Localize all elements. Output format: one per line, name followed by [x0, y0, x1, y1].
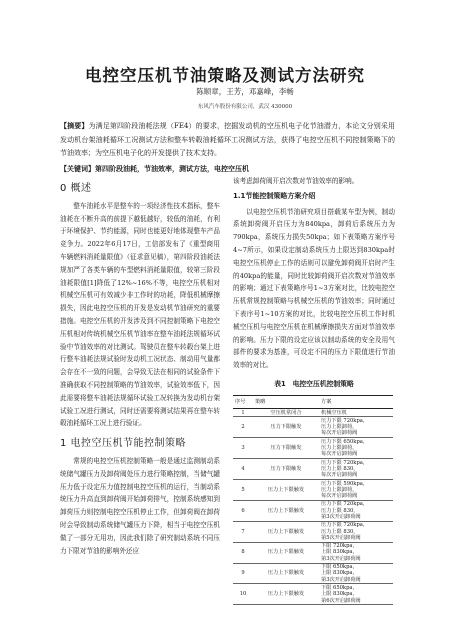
table-row — [233, 521, 393, 542]
table-row — [233, 417, 393, 438]
plan-line: 下限 650kpa， — [321, 564, 358, 571]
table-cell-no: 9 — [233, 563, 253, 584]
table-cell-plan — [319, 542, 393, 563]
table-cell-strategy: 压力下限触发 — [253, 417, 319, 438]
plan-line: 第3次开启卸荷阀 — [321, 514, 361, 520]
plan-line: 每次开启卸荷阀 — [321, 472, 358, 479]
abstract-text: 为满足第四阶段油耗法规（FE4）的要求，挖掘发动机的空压机电子化节油潜力，本论文分别采用发动机台架油耗循环工况测试方法和整车转毂油耗循环工况测试方法，获得了电控空压机不同控制策略下的节油效率；为空压机电子化的开发提供了技术支持。 — [60, 122, 396, 158]
plan-line: 上限 830kpa， — [321, 549, 358, 556]
plan-line: 压力上限 830， — [321, 465, 359, 472]
continued-paragraph: 该考虑卸荷阀开启次数对节油效率的影响。 — [233, 177, 359, 185]
table-cell-plan — [319, 584, 393, 605]
affiliation: 东风汽车股份有限公司，武汉 430000 — [197, 104, 293, 110]
table-cell-no: 2 — [233, 417, 253, 438]
table-cell-plan — [319, 500, 393, 521]
plan-line: 下限 720kpa， — [321, 543, 358, 550]
strategy-paragraph: 常规的电控空压机控制策略一般是通过监测制动系统储气罐压力及卸荷阀处压力进行策略控制，当储气罐压力低于设定压力值控制电控空压机的运行，当制动系统压力升高直到卸荷阀开始卸荷排气，控制系统感知到卸荷压力则控制电控空压机停止工作，但卸荷阀在卸荷时会导致制动系统储气罐压力下降，相当于电控空压机做了一部分无用功，因此我们除了研究制动系统不同压力下限对节油的影响外还应 — [60, 456, 220, 555]
table-cell-no: 3 — [233, 438, 253, 459]
keywords-text: 第四阶段油耗，节油效率，测试方法，电控空压机 — [95, 164, 249, 173]
plan-line: 下限 650kpa， — [321, 584, 358, 591]
table-cell-no: 7 — [233, 521, 253, 542]
table-cell-strategy: 压力上下限触发 — [253, 542, 319, 563]
subsection-paragraph: 以电控空压机节油研究项目搭载某车型为例，制动系统卸荷阀开启压力为840kpa，卸荷后系统压力为790kpa，系统压力损失50kpa；如下表策略方案序号4~7所示，如果设定制动系统压力上限达到830kpa时电控空压机停止工作的话则可以避免卸荷阀开启时产生的40kpa的能量，同时比较卸荷阀开启次数对节油效率的影响；通过下表策略序号1~3方案对比，比较电控空压机常规控制策略与机械空压机的节油效率；同时通过下表序号1~10方案的对比，比较电控空压机工作时机械空压机与电控空压机在机械摩擦损失方面对节油效率的影响。压力下限的设定应该以制动系统的安全及用气部件的要求为基准，可设定不同的压力下限值进行节油效率的对比。 — [233, 207, 395, 370]
plan-line: 第6次开启卸荷阀 — [321, 597, 361, 604]
subsection-heading: 1.1节能控制策略方案介绍 — [233, 191, 316, 200]
abstract-label: 【摘要】 — [60, 121, 89, 130]
plan-line: 压力上限 830， — [321, 528, 359, 535]
plan-line: 压力下限 720kpa， — [321, 522, 369, 529]
table-cell-strategy: 压力上下限触发 — [253, 584, 319, 605]
table-cell-no: 6 — [233, 500, 253, 521]
plan-line: 第5次开启卸荷阀 — [321, 534, 361, 541]
table-cell-plan — [319, 563, 393, 584]
plan-line: 第3次开启卸荷阀 — [321, 576, 361, 583]
table-header-plan: 方案 — [319, 395, 393, 408]
table-cell-plan — [319, 480, 393, 501]
table-cell-strategy: 压力上下限触发 — [253, 500, 319, 521]
plan-line: 压力下限 720kpa， — [321, 459, 369, 466]
plan-line: 压力上限卸荷， — [321, 486, 358, 493]
plan-line: 压力下限 650kpa， — [321, 438, 369, 445]
table-cell-no: 10 — [233, 584, 253, 605]
plan-line: 压力下限 590kpa， — [321, 480, 369, 487]
keywords-label: 【关键词】 — [60, 164, 95, 173]
table-row — [233, 480, 393, 501]
table-row — [233, 438, 393, 459]
plan-line: 每次开启卸荷阀 — [321, 430, 358, 437]
plan-line: 每次开启卸荷阀 — [321, 451, 358, 458]
table-cell-strategy: 空压机常闭合 — [253, 409, 319, 417]
table-cell-no: 1 — [233, 409, 253, 417]
plan-line: 机械空压机 — [321, 409, 347, 416]
table-row — [233, 500, 393, 521]
table-cell-no: 8 — [233, 542, 253, 563]
section-heading-overview: 0 概述 — [60, 183, 92, 194]
plan-line: 上限 830kpa， — [321, 570, 358, 577]
table-cell-plan — [319, 521, 393, 542]
abstract — [60, 119, 395, 161]
table-header-no: 序号 — [233, 395, 253, 408]
table-cell-strategy: 压力下限触发 — [253, 459, 319, 480]
table-cell-strategy: 压力上下限触发 — [253, 563, 319, 584]
overview-paragraph: 整车油耗水平是整车的一项经济性技术指标，整车油耗在不断升高的前提下越低越好，较低的油耗，有利于环境保护、节约能源，同时也能更好地体现整车产品竞争力。2022年6月17日，工信部发布了《重型商用车辆燃料消耗量限值》（征求意见稿），第四阶段油耗法规加严了各类车辆的车型燃料消耗量限值，较第三阶段油耗限值[1]降低了12%~16%不等，电控空压机相对机械空压机可有效减少非工作时的功耗，降低机械摩擦损失，因此电控空压机的开发是发动机节油研究的重要措施。电控空压机的开发涉及到不同控制策略下电控空压机相对传统机械空压机节油率在整车油耗法规循环试验中节油效率的对比测试。驾驶员在整车转毂台架上进行整车油耗法规试验时发动机工况状态、制动用气量都会存在不一致的问题，会导致无法在相同的试验条件下准确获取不同控制策略的节油效率，试验效率低下，因此需要将整车油耗法规循环试验工况转换为发动机台架试验工况进行测试，同时还需要将测试结果再在整车转毂油耗循环工况上进行验证。 — [60, 201, 220, 428]
plan-line: 第3次开启卸荷阀 — [321, 555, 361, 562]
plan-line: 上限 830kpa， — [321, 591, 358, 598]
table-cell-plan — [319, 417, 393, 438]
table-cell-plan — [319, 438, 393, 459]
keywords — [60, 163, 395, 175]
plan-line: 压力下限 720kpa， — [321, 417, 369, 424]
table-row — [233, 563, 393, 584]
table-cell-no: 4 — [233, 459, 253, 480]
section-heading-strategy: 1 电控空压机节能控制策略 — [60, 438, 187, 450]
plan-line: 压力上限卸荷， — [321, 424, 358, 431]
table-cell-no: 5 — [233, 480, 253, 501]
plan-line: 每次开启卸荷阀 — [321, 493, 358, 500]
table-cell-plan — [319, 459, 393, 480]
plan-line: 压力上限卸荷， — [321, 445, 358, 452]
table-header-strategy: 策略 — [253, 395, 319, 408]
table-row — [233, 584, 393, 605]
plan-line: 压力下限 720kpa， — [321, 501, 369, 508]
table-cell-strategy: 压力下限触发 — [253, 438, 319, 459]
table-row — [233, 542, 393, 563]
strategy-table — [233, 395, 393, 606]
plan-line: 压力上限 830， — [321, 507, 359, 514]
table-cell-strategy: 压力上下限触发 — [253, 480, 319, 501]
left-column — [60, 183, 220, 557]
author-list: 陈顺章，王芳，邓嘉峰，李畅 — [196, 87, 294, 96]
table-row — [233, 409, 393, 417]
table-cell-strategy: 压力上下限触发 — [253, 521, 319, 542]
table-row — [233, 459, 393, 480]
table-cell-plan — [319, 409, 393, 417]
paper-title: 电控空压机节油策略及测试方法研究 — [85, 66, 365, 85]
table-caption: 表1 电控空压机控制策略 — [274, 379, 354, 388]
right-column — [233, 175, 395, 605]
